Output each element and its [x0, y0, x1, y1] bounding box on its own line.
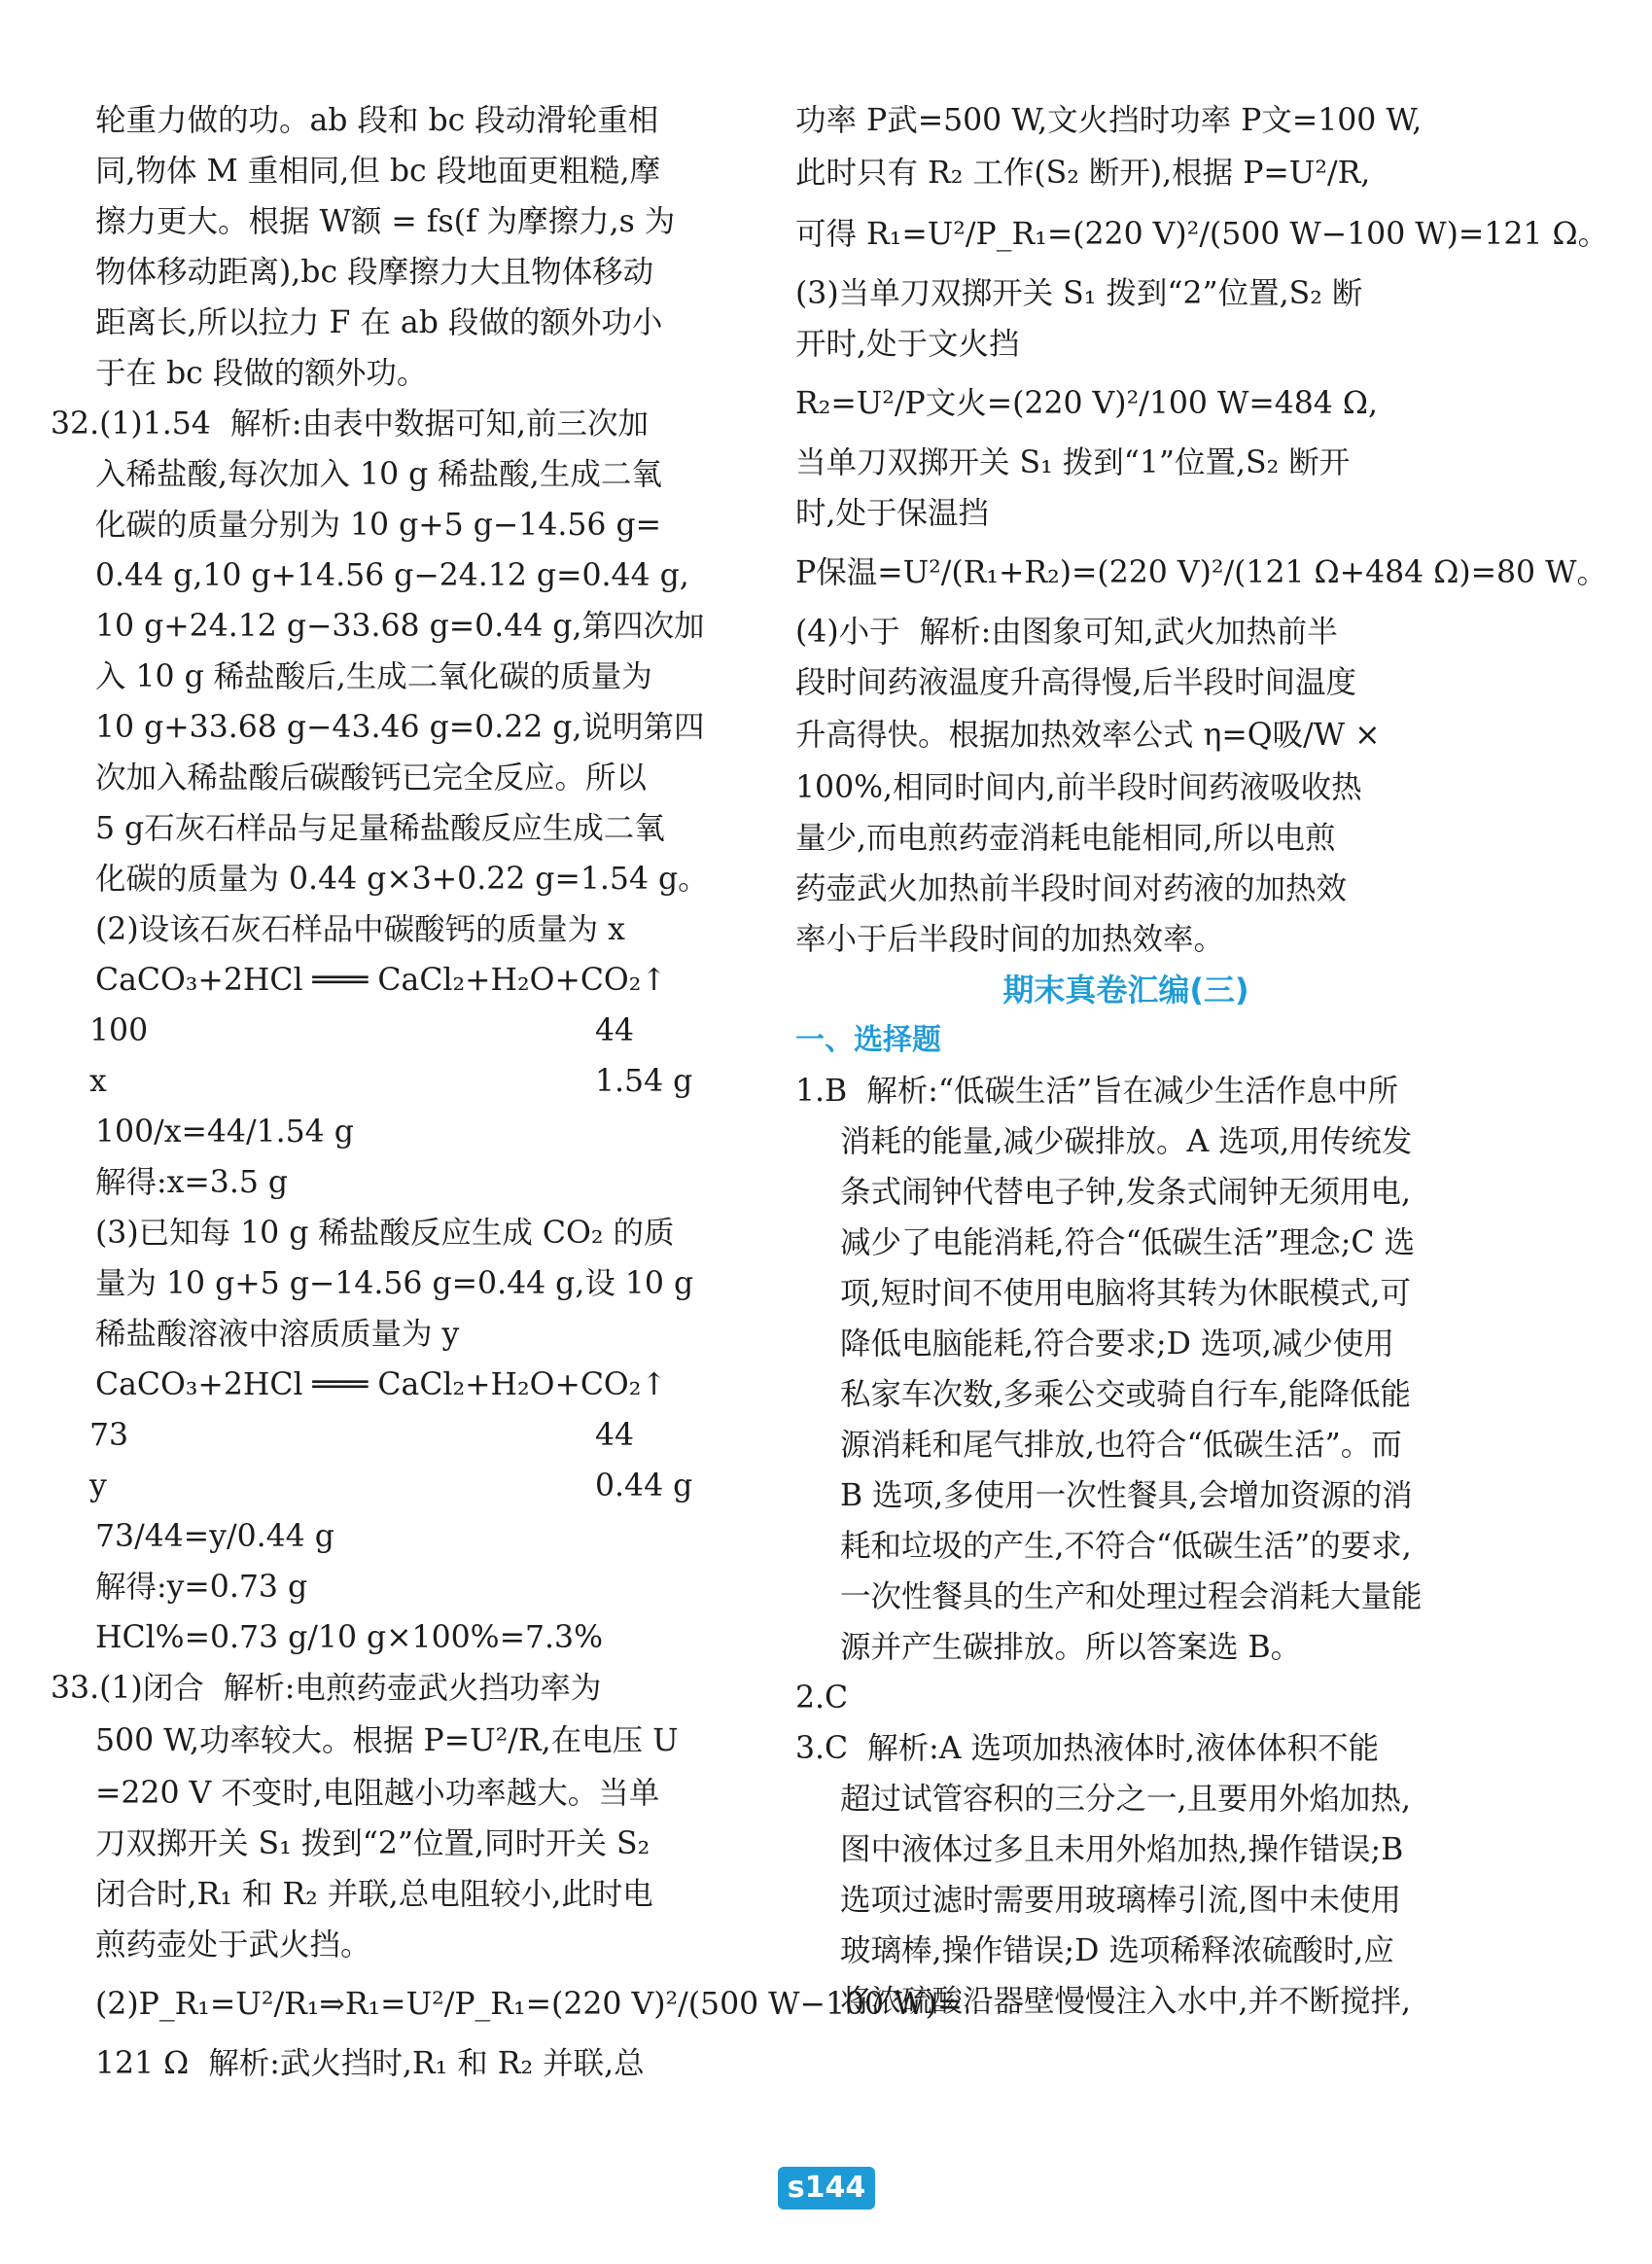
- text-line: 煎药壶处于武火挡。: [95, 1928, 371, 1963]
- text-line: 稀盐酸溶液中溶质质量为 y: [95, 1317, 460, 1352]
- stoichiometry-row: [51, 1461, 712, 1511]
- stoich-left-value: y: [89, 1468, 107, 1503]
- text-line: 73/44=y/0.44 g: [95, 1519, 334, 1554]
- text-line: 一次性餐具的生产和处理过程会消耗大量能: [840, 1579, 1423, 1614]
- text-line: HCl%=0.73 g/10 g×100%=7.3%: [95, 1620, 604, 1655]
- text-line: 轮重力做的功。ab 段和 bc 段动滑轮重相: [95, 103, 659, 138]
- text-line: 解得:x=3.5 g: [95, 1165, 289, 1200]
- text-line: 将浓硫酸沿器壁慢慢注入水中,并不断搅拌,: [840, 1984, 1412, 2019]
- text-line: 当单刀双掷开关 S₁ 拨到“1”位置,S₂ 断开: [795, 445, 1351, 480]
- text-line: B 选项,多使用一次性餐具,会增加资源的消: [840, 1478, 1413, 1513]
- text-line: 次加入稀盐酸后碳酸钙已完全反应。所以: [95, 761, 648, 796]
- page-number: s144: [778, 2167, 875, 2210]
- stoichiometry-row: [51, 1410, 712, 1461]
- text-line: 源并产生碳排放。所以答案选 B。: [840, 1630, 1302, 1665]
- text-line: 率小于后半段时间的加热效率。: [795, 922, 1225, 957]
- stoich-right-value: 44: [595, 1418, 635, 1453]
- text-line: (2)设该石灰石样品中碳酸钙的质量为 x: [95, 912, 625, 947]
- text-line: 此时只有 R₂ 工作(S₂ 断开),根据 P=U²/R,: [795, 156, 1371, 191]
- text-line: 100%,相同时间内,前半段时间药液吸收热: [795, 770, 1362, 805]
- text-line: 选项过滤时需要用玻璃棒引流,图中未使用: [840, 1883, 1402, 1918]
- text-line: 源消耗和尾气排放,也符合“低碳生活”。而: [840, 1428, 1402, 1463]
- text-line: 刀双掷开关 S₁ 拨到“2”位置,同时开关 S₂: [95, 1826, 650, 1861]
- text-line: 减少了电能消耗,符合“低碳生活”理念;C 选: [840, 1225, 1415, 1260]
- text-line: 121 Ω 解析:武火挡时,R₁ 和 R₂ 并联,总: [95, 2046, 645, 2081]
- stoich-right-value: 1.54 g: [595, 1064, 693, 1099]
- text-line: 量为 10 g+5 g−14.56 g=0.44 g,设 10 g: [95, 1266, 694, 1301]
- text-line: 图中液体过多且未用外焰加热,操作错误;B: [840, 1832, 1404, 1867]
- stoichiometry-row: [51, 1056, 712, 1107]
- text-line: 33.(1)闭合 解析:电煎药壶武火挡功率为: [51, 1671, 602, 1706]
- text-line: 10 g+33.68 g−43.46 g=0.22 g,说明第四: [95, 710, 705, 745]
- text-line: 擦力更大。根据 W额 = fs(f 为摩擦力,s 为: [95, 204, 676, 239]
- text-line: 10 g+24.12 g−33.68 g=0.44 g,第四次加: [95, 609, 705, 644]
- text-line: 入 10 g 稀盐酸后,生成二氧化碳的质量为: [95, 659, 652, 694]
- text-line: 500 W,功率较大。根据 P=U²/R,在电压 U: [95, 1723, 679, 1758]
- right-column: [795, 95, 1609, 2027]
- text-line: 1.B 解析:“低碳生活”旨在减少生活作息中所: [795, 1074, 1399, 1109]
- text-line: 超过试管容积的三分之一,且要用外焰加热,: [840, 1782, 1412, 1817]
- text-line: 玻璃棒,操作错误;D 选项稀释浓硫酸时,应: [840, 1933, 1394, 1968]
- text-line: 段时间药液温度升高得慢,后半段时间温度: [795, 665, 1357, 700]
- text-line: (2)P_R₁=U²/R₁⇒R₁=U²/P_R₁=(220 V)²/(500 W−100 W)=: [95, 1987, 964, 2022]
- text-line: 入稀盐酸,每次加入 10 g 稀盐酸,生成二氧: [95, 457, 662, 492]
- text-line: (3)当单刀双掷开关 S₁ 拨到“2”位置,S₂ 断: [795, 276, 1363, 311]
- text-line: 化碳的质量为 0.44 g×3+0.22 g=1.54 g。: [95, 862, 709, 897]
- text-line: 升高得快。根据加热效率公式 η=Q吸/W ×: [795, 718, 1381, 753]
- stoich-left-value: x: [89, 1064, 107, 1099]
- text-line: 100/x=44/1.54 g: [95, 1114, 354, 1150]
- text-line: =220 V 不变时,电阻越小功率越大。当单: [95, 1776, 660, 1811]
- stoich-right-value: 44: [595, 1013, 635, 1048]
- text-line: 化碳的质量分别为 10 g+5 g−14.56 g=: [95, 508, 662, 543]
- stoich-right-value: 0.44 g: [595, 1468, 693, 1503]
- text-line: 量少,而电煎药壶消耗电能相同,所以电煎: [795, 821, 1336, 856]
- text-line: 时,处于保温挡: [795, 496, 990, 531]
- text-line: 同,物体 M 重相同,但 bc 段地面更粗糙,摩: [95, 154, 661, 189]
- text-line: (4)小于 解析:由图象可知,武火加热前半: [795, 615, 1338, 650]
- text-line: 5 g石灰石样品与足量稀盐酸反应生成二氧: [95, 811, 665, 846]
- text-line: 距离长,所以拉力 F 在 ab 段做的额外功小: [95, 305, 663, 340]
- text-line: 降低电脑能耗,符合要求;D 选项,减少使用: [840, 1327, 1394, 1362]
- text-line: P保温=U²/(R₁+R₂)=(220 V)²/(121 Ω+484 Ω)=80 W。: [795, 555, 1607, 590]
- text-line: CaCO₃+2HCl ═══ CaCl₂+H₂O+CO₂↑: [95, 963, 667, 998]
- text-line: R₂=U²/P文火=(220 V)²/100 W=484 Ω,: [795, 386, 1378, 421]
- text-line: 功率 P武=500 W,文火挡时功率 P文=100 W,: [795, 103, 1423, 138]
- text-line: 2.C: [795, 1680, 849, 1716]
- stoich-left-value: 100: [89, 1013, 149, 1048]
- text-line: 消耗的能量,减少碳排放。A 选项,用传统发: [840, 1124, 1413, 1159]
- text-line: 开时,处于文火挡: [795, 327, 1020, 362]
- text-line: CaCO₃+2HCl ═══ CaCl₂+H₂O+CO₂↑: [95, 1367, 667, 1402]
- subsection-heading: 一、选择题: [795, 1023, 941, 1057]
- text-line: 32.(1)1.54 解析:由表中数据可知,前三次加: [51, 407, 650, 442]
- text-line: 耗和垃圾的产生,不符合“低碳生活”的要求,: [840, 1529, 1412, 1564]
- text-line: (3)已知每 10 g 稀盐酸反应生成 CO₂ 的质: [95, 1216, 675, 1251]
- text-line: 物体移动距离),bc 段摩擦力大且物体移动: [95, 255, 654, 290]
- text-line: 药壶武火加热前半段时间对药液的加热效: [795, 871, 1348, 906]
- text-line: 可得 R₁=U²/P_R₁=(220 V)²/(500 W−100 W)=121 Ω。: [795, 217, 1609, 252]
- stoich-left-value: 73: [89, 1418, 129, 1453]
- text-line: 解得:y=0.73 g: [95, 1570, 308, 1605]
- text-line: 闭合时,R₁ 和 R₂ 并联,总电阻较小,此时电: [95, 1877, 653, 1912]
- text-line: 于在 bc 段做的额外功。: [95, 356, 428, 391]
- stoichiometry-row: [51, 1006, 712, 1056]
- text-line: 条式闹钟代替电子钟,发条式闹钟无须用电,: [840, 1175, 1412, 1210]
- text-line: 0.44 g,10 g+14.56 g−24.12 g=0.44 g,: [95, 558, 689, 593]
- text-line: 项,短时间不使用电脑将其转为休眠模式,可: [840, 1276, 1412, 1311]
- text-line: 3.C 解析:A 选项加热液体时,液体体积不能: [795, 1731, 1380, 1766]
- section-heading: 期末真卷汇编(三): [1002, 972, 1249, 1008]
- text-line: 私家车次数,多乘公交或骑自行车,能降低能: [840, 1377, 1412, 1412]
